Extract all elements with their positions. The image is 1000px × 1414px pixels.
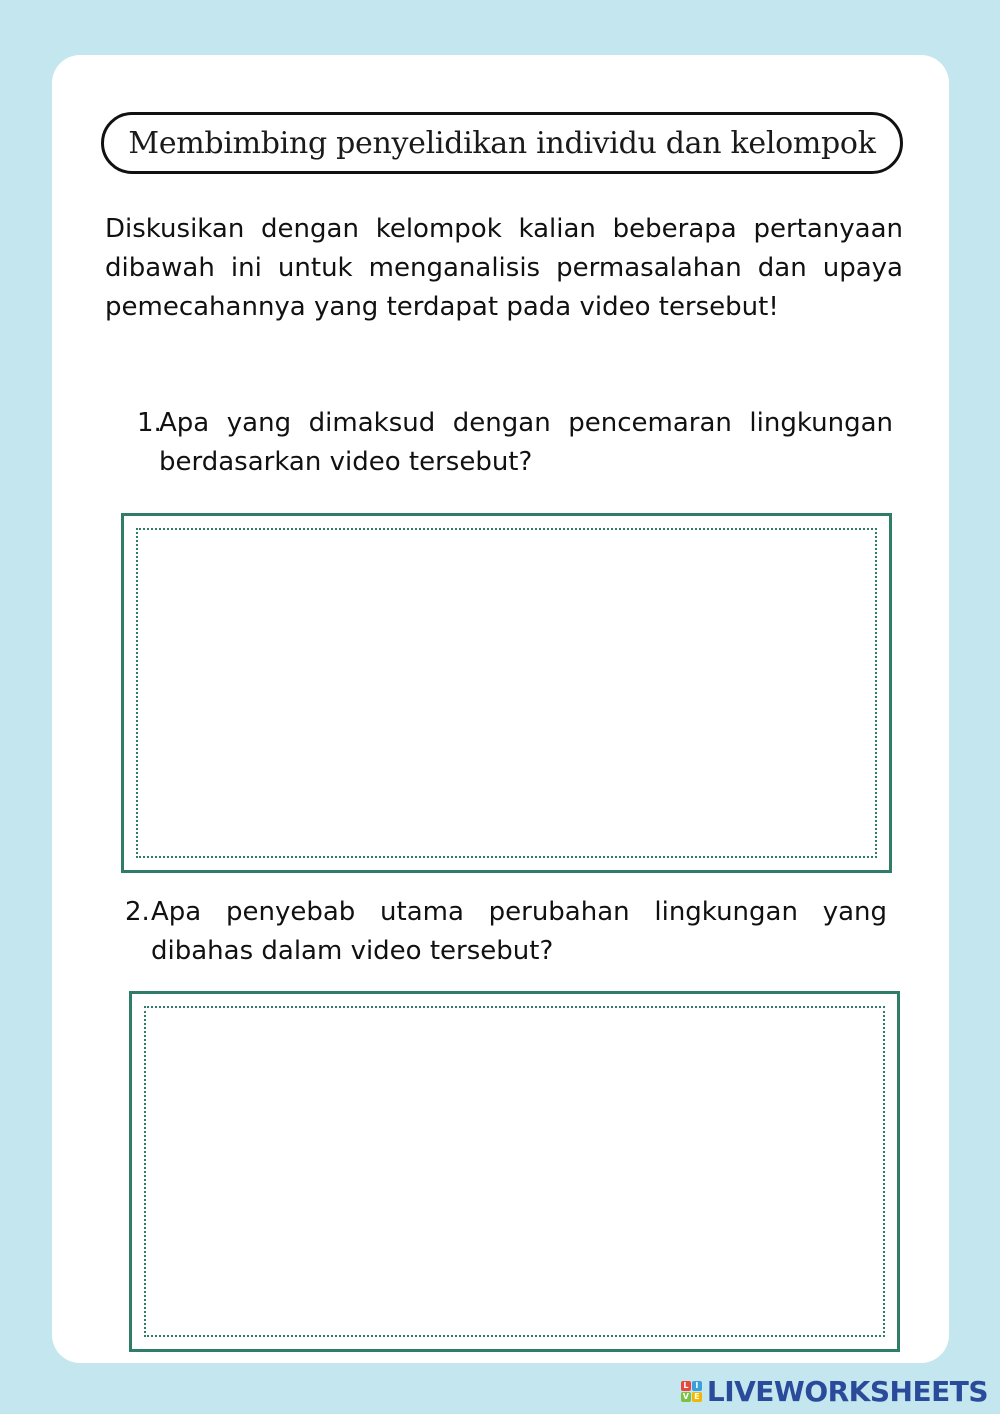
question-number: 2. — [125, 897, 150, 927]
answer-box-2[interactable] — [129, 991, 900, 1352]
answer-box-dotted-border — [136, 528, 877, 858]
question-text: Apa yang dimaksud dengan pencemaran lingkungan berdasarkan video tersebut? — [159, 408, 893, 477]
page-title: Membimbing penyelidikan individu dan kelompok — [128, 125, 876, 161]
logo-letter-l: L — [681, 1381, 691, 1391]
liveworksheets-logo-icon — [681, 1381, 702, 1402]
logo-letter-v: V — [682, 1392, 689, 1401]
instructions-text: Diskusikan dengan kelompok kalian beberapa pertanyaan dibawah ini untuk menganalisis permasalahan dan upaya pemecahannya yang terdapat pada video tersebut! — [105, 214, 903, 322]
answer-box-1[interactable] — [121, 513, 892, 873]
question-2 — [125, 893, 887, 971]
logo-letter-e: E — [692, 1392, 702, 1402]
question-text: Apa penyebab utama perubahan lingkungan yang dibahas dalam video tersebut? — [151, 897, 887, 966]
question-number: 1. — [137, 408, 162, 438]
liveworksheets-brand[interactable] — [681, 1375, 988, 1408]
logo-letter-i: I — [692, 1381, 702, 1391]
title-banner — [101, 112, 903, 174]
brand-name: LIVEWORKSHEETS — [706, 1375, 988, 1408]
answer-box-dotted-border — [144, 1006, 885, 1337]
question-1 — [137, 404, 893, 482]
